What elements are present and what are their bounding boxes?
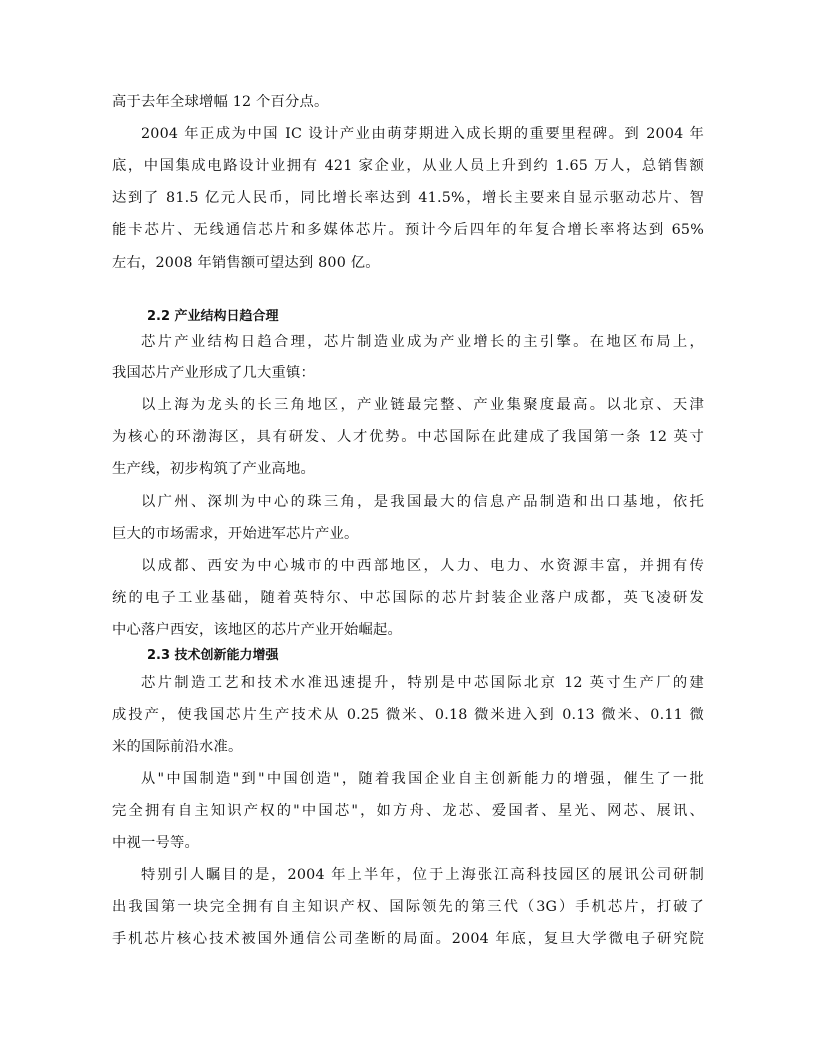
paragraph-line: 出我国第一块完全拥有自主知识产权、国际领先的第三代（3G）手机芯片，打破了 xyxy=(112,899,704,915)
paragraph-line: 米的国际前沿水准。 xyxy=(112,739,243,755)
paragraph-line: 手机芯片核心技术被国外通信公司垄断的局面。2004 年底，复旦大学微电子研究院 xyxy=(112,931,704,947)
paragraph-line: 中心落户西安，该地区的芯片产业开始崛起。 xyxy=(112,622,402,638)
section-heading: 2.2 产业结构日趋合理 xyxy=(147,309,279,324)
paragraph-line: 完全拥有自主知识产权的"中国芯"，如方舟、龙芯、爱国者、星光、网芯、展讯、 xyxy=(112,803,704,819)
paragraph-line: 生产线，初步构筑了产业高地。 xyxy=(112,461,315,477)
paragraph-line: 能卡芯片、无线通信芯片和多媒体芯片。预计今后四年的年复合增长率将达到 65% xyxy=(112,222,704,238)
paragraph-line: 左右，2008 年销售额可望达到 800 亿。 xyxy=(112,255,380,271)
paragraph-line: 我国芯片产业形成了几大重镇： xyxy=(112,365,315,381)
paragraph-line: 达到了 81.5 亿元人民币，同比增长率达到 41.5%，增长主要来自显示驱动芯片、智 xyxy=(112,190,704,206)
section-heading: 2.3 技术创新能力增强 xyxy=(147,648,279,663)
paragraph-line: 底，中国集成电路设计业拥有 421 家企业，从业人员上升到约 1.65 万人，总销售额 xyxy=(112,158,704,174)
paragraph-first-line: 以广州、深圳为中心的珠三角，是我国最大的信息产品制造和出口基地，依托 xyxy=(141,494,704,510)
paragraph-line: 统的电子工业基础，随着英特尔、中芯国际的芯片封装企业落户成都，英飞凌研发 xyxy=(112,590,704,606)
paragraph-first-line: 以成都、西安为中心城市的中西部地区，人力、电力、水资源丰富，并拥有传 xyxy=(141,558,704,574)
paragraph-line: 巨大的市场需求，开始进军芯片产业。 xyxy=(112,526,359,542)
paragraph-line: 高于去年全球增幅 12 个百分点。 xyxy=(112,94,329,110)
paragraph-first-line: 特别引人瞩目的是，2004 年上半年，位于上海张江高科技园区的展讯公司研制 xyxy=(141,867,704,883)
paragraph-first-line: 芯片制造工艺和技术水准迅速提升，特别是中芯国际北京 12 英寸生产厂的建 xyxy=(141,675,704,691)
paragraph-first-line: 2004 年正成为中国 IC 设计产业由萌芽期进入成长期的重要里程碑。到 2004 年 xyxy=(141,126,704,142)
paragraph-line: 为核心的环渤海区，具有研发、人才优势。中芯国际在此建成了我国第一条 12 英寸 xyxy=(112,429,704,445)
paragraph-first-line: 芯片产业结构日趋合理，芯片制造业成为产业增长的主引擎。在地区布局上， xyxy=(141,334,704,350)
paragraph-line: 中视一号等。 xyxy=(112,835,199,851)
paragraph-first-line: 从"中国制造"到"中国创造"，随着我国企业自主创新能力的增强，催生了一批 xyxy=(141,771,704,787)
paragraph-line: 成投产，使我国芯片生产技术从 0.25 微米、0.18 微米进入到 0.13 微米、0.11 微 xyxy=(112,707,704,723)
paragraph-first-line: 以上海为龙头的长三角地区，产业链最完整、产业集聚度最高。以北京、天津 xyxy=(141,397,704,413)
